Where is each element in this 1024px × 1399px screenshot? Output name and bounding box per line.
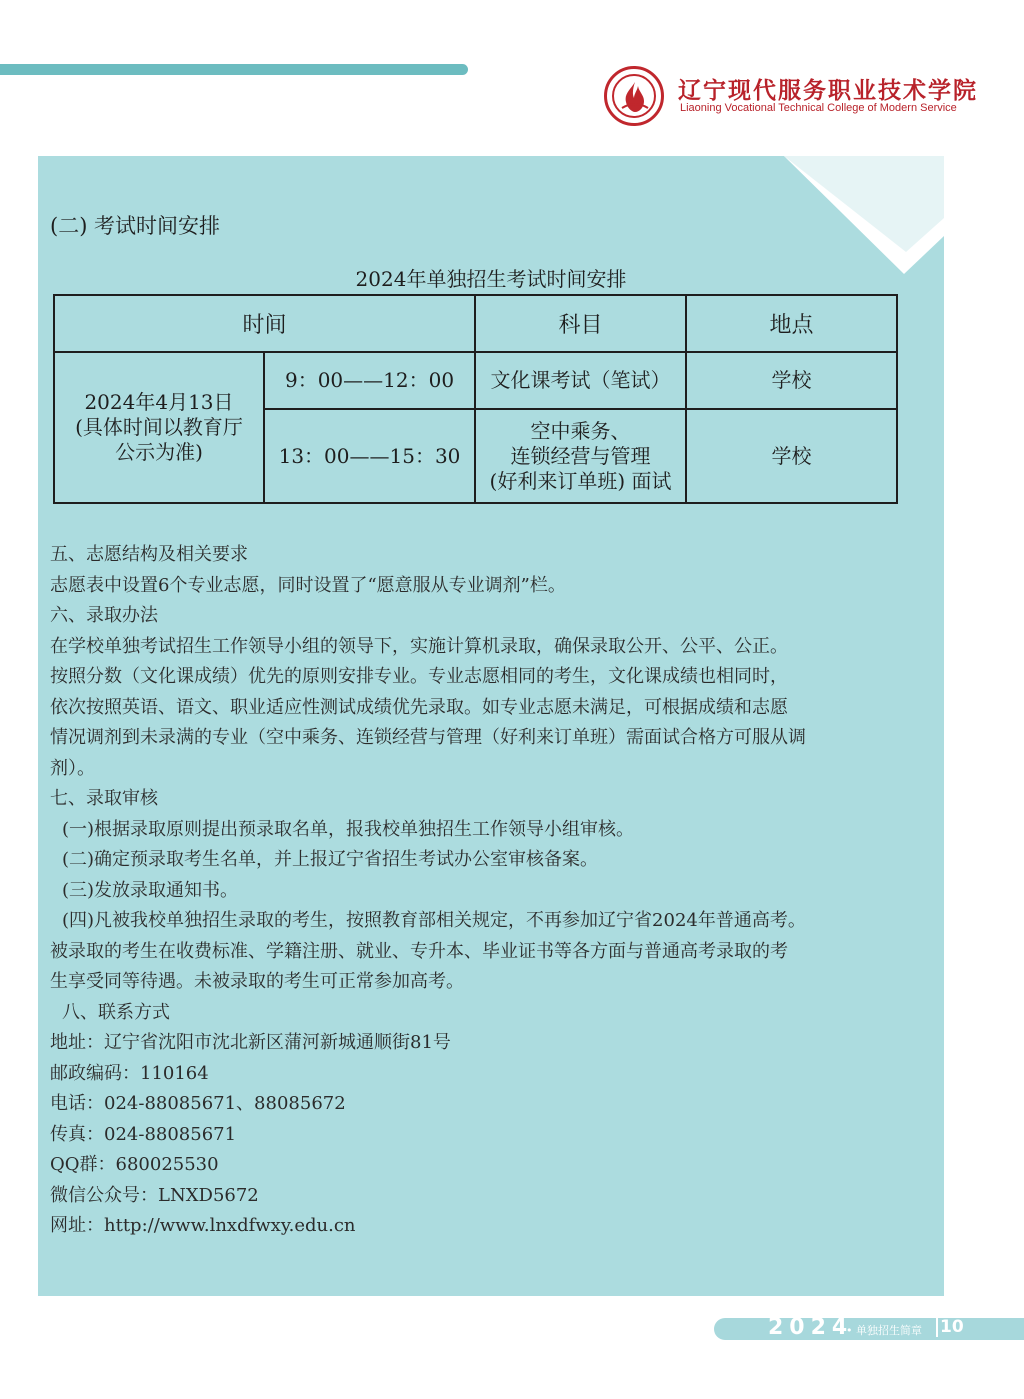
table-header-row [54,295,897,352]
time-cell: 9：00——12：00 [264,352,475,409]
section-7-item: (二)确定预录取考生名单，并上报辽宁省招生考试办公室审核备案。 [62,849,599,870]
section-6-line: 情况调剂到未录满的专业（空中乘务、连锁经营与管理（好利来订单班）需面试合格方可服从调 [50,727,806,748]
exam-date-note-1: (具体时间以教育厅 [75,415,243,439]
college-logo [604,66,978,128]
subject-line: 连锁经营与管理 [510,443,651,468]
section-6-line: 依次按照英语、语文、职业适应性测试成绩优先录取。如专业志愿未满足，可根据成绩和志愿 [50,696,788,718]
section-6-title: 六、录取办法 [50,605,158,626]
table-row [54,352,897,409]
body-text [50,540,910,1242]
header-accent-bar [0,64,468,75]
page-number: 10 [936,1317,964,1337]
footer-year: 2024 [768,1315,854,1340]
college-seal-icon [604,66,664,126]
college-name-cn: 辽宁现代服务职业技术学院 [678,78,978,104]
section-7-item: (一)根据录取原则提出预录取名单，报我校单独招生工作领导小组审核。 [62,818,635,840]
exam-date-cell [54,352,264,503]
contact-qq: QQ群：680025530 [50,1154,219,1175]
header-subject: 科目 [475,295,686,352]
footer-label: • 单独招生简章 [846,1324,922,1337]
subject-cell [475,409,686,503]
section-6-line: 剂）。 [50,757,95,779]
contact-website[interactable]: 网址：http://www.lnxdfwxy.edu.cn [50,1215,356,1236]
content-panel [38,156,944,1296]
contact-postcode: 邮政编码：110164 [50,1062,209,1084]
section-7-item-cont: 被录取的考生在收费标准、学籍注册、就业、专升本、毕业证书等各方面与普通高考录取的考 [50,940,788,962]
contact-address: 地址：辽宁省沈阳市沈北新区蒲河新城通顺街81号 [50,1032,451,1053]
subject-line: 空中乘务、 [530,418,631,443]
location-cell: 学校 [686,352,897,409]
corner-decoration [784,156,944,276]
exam-date-note-2: 公示为准) [115,440,203,464]
section-7-item: (三)发放录取通知书。 [62,879,239,901]
section-6-line: 按照分数（文化课成绩）优先的原则安排专业。专业志愿相同的考生，文化课成绩也相同时， [50,666,788,687]
table-caption: 2024年单独招生考试时间安排 [355,267,627,291]
contact-phone: 电话：024-88085671、88085672 [50,1093,346,1114]
header-time: 时间 [54,295,475,352]
contact-fax: 传真：024-88085671 [50,1123,237,1145]
time-cell: 13：00——15：30 [264,409,475,503]
exam-schedule-table [53,294,898,504]
section-6-line: 在学校单独考试招生工作领导小组的领导下，实施计算机录取，确保录取公开、公平、公正。 [50,635,788,657]
contact-wechat: 微信公众号：LNXD5672 [50,1184,259,1206]
section-5-title: 五、志愿结构及相关要求 [50,544,248,565]
subject-line: (好利来订单班) 面试 [489,468,672,493]
college-name-en: Liaoning Vocational Technical College of Modern Service [680,102,957,114]
section-7-item-cont: 生享受同等待遇。未被录取的考生可正常参加高考。 [50,971,464,992]
location-cell: 学校 [686,409,897,503]
section-title: (二) 考试时间安排 [50,214,221,238]
header-location: 地点 [686,295,897,352]
section-8-title: 八、联系方式 [62,1001,170,1023]
section-7-item: (四)凡被我校单独招生录取的考生，按照教育部相关规定，不再参加辽宁省2024年普通高考。 [62,910,806,931]
exam-date: 2024年4月13日 [84,390,234,414]
section-7-title: 七、录取审核 [50,788,158,809]
subject-cell: 文化课考试（笔试） [475,352,686,409]
section-5-text: 志愿表中设置6个专业志愿，同时设置了“愿意服从专业调剂”栏。 [50,574,566,596]
